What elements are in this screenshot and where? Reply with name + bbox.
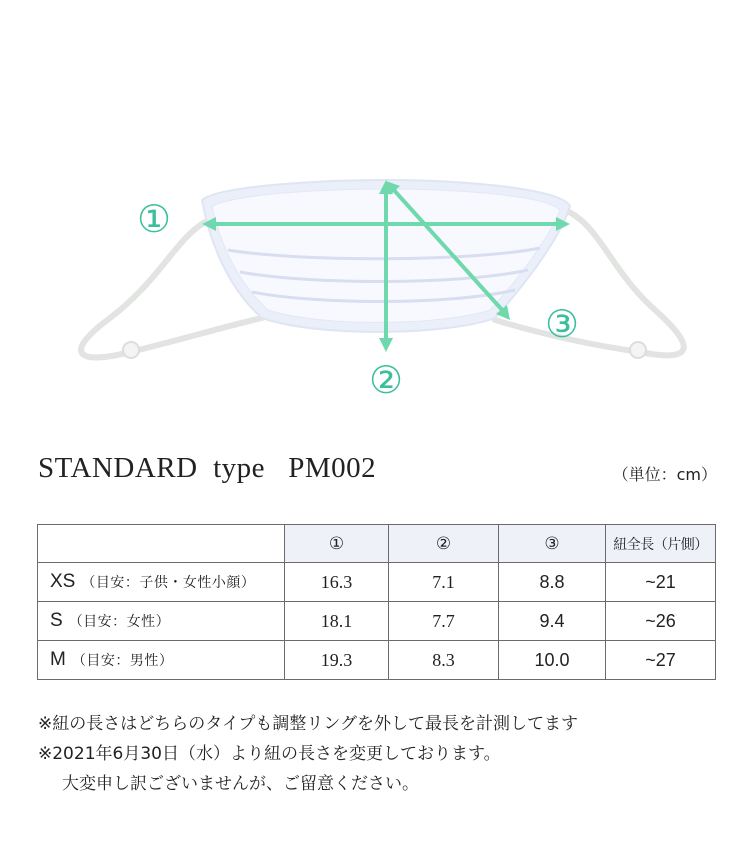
value-measure-3: 8.8 — [499, 563, 606, 602]
marker-1: ① — [136, 197, 172, 241]
table-header-row — [38, 525, 716, 563]
note-line: 大変申し訳ございませんが、ご留意ください。 — [62, 774, 419, 794]
table-row — [38, 602, 716, 641]
size-name: S — [50, 610, 63, 631]
header-measure-2: ② — [389, 525, 499, 563]
value-strap-length: ~27 — [606, 641, 716, 680]
value-measure-3: 10.0 — [499, 641, 606, 680]
value-measure-1: 18.1 — [285, 602, 389, 641]
product-title: STANDARD type PM002 — [38, 452, 377, 484]
note-line: ※紐の長さはどちらのタイプも調整リングを外して最長を計測してます — [38, 714, 579, 734]
header-blank — [38, 525, 285, 563]
header-strap-length: 紐全長（片側） — [606, 525, 716, 563]
value-measure-3: 9.4 — [499, 602, 606, 641]
table-row — [38, 563, 716, 602]
value-measure-2: 7.1 — [389, 563, 499, 602]
value-measure-2: 7.7 — [389, 602, 499, 641]
header-measure-3: ③ — [499, 525, 606, 563]
value-strap-length: ~26 — [606, 602, 716, 641]
marker-2: ② — [368, 358, 404, 402]
size-guide: （目安：女性） — [68, 614, 171, 630]
unit-label: （単位：cm） — [612, 465, 717, 484]
value-measure-1: 19.3 — [285, 641, 389, 680]
size-label-cell — [38, 602, 285, 641]
size-name: M — [50, 649, 66, 670]
note-line: ※2021年6月30日（水）より紐の長さを変更しております。 — [38, 744, 501, 764]
size-label-cell — [38, 641, 285, 680]
size-guide: （目安：男性） — [71, 653, 174, 669]
value-strap-length: ~21 — [606, 563, 716, 602]
table-row — [38, 641, 716, 680]
marker-3: ③ — [544, 302, 580, 346]
size-name: XS — [50, 571, 76, 592]
notes — [38, 709, 578, 799]
size-guide: （目安：子供・女性小顔） — [81, 575, 256, 591]
size-table — [37, 524, 716, 680]
value-measure-2: 8.3 — [389, 641, 499, 680]
left-adjuster-ring — [123, 342, 139, 358]
size-label-cell — [38, 563, 285, 602]
value-measure-1: 16.3 — [285, 563, 389, 602]
right-adjuster-ring — [630, 342, 646, 358]
header-measure-1: ① — [285, 525, 389, 563]
